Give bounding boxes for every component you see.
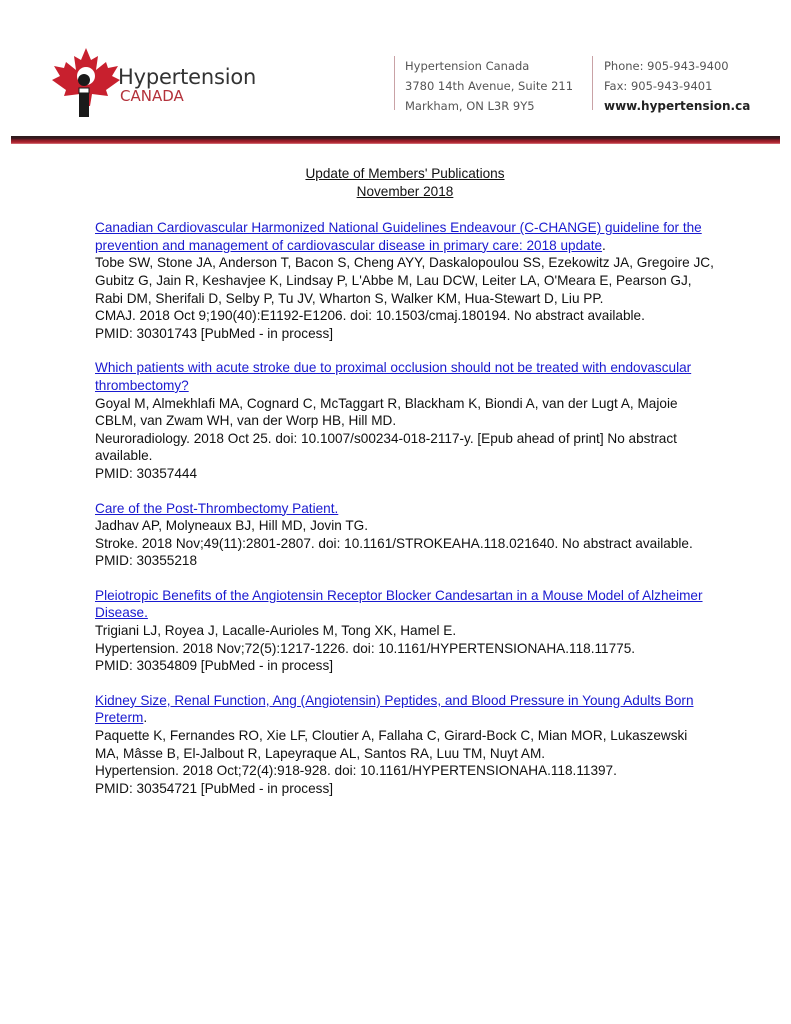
publication-pmid: PMID: 30354721 [PubMed - in process]: [95, 780, 334, 796]
publication-pmid: PMID: 30357444: [95, 465, 198, 481]
publication-citation: Hypertension. 2018 Oct;72(4):918-928. doi: 10.1161/HYPERTENSIONAHA.118.11397.: [95, 763, 617, 779]
address-block: [405, 56, 573, 116]
letterhead: [0, 0, 791, 150]
contact-block: [604, 56, 750, 116]
publication-citation: Neuroradiology. 2018 Oct 25. doi: 10.1007/s00234-018-2117-y. [Epub ahead of print] No abstract available.: [95, 430, 677, 464]
publication-entry: [95, 500, 715, 570]
publication-pmid: PMID: 30355218: [95, 553, 198, 569]
publication-pmid: PMID: 30354809 [PubMed - in process]: [95, 658, 334, 674]
title-tail: .: [143, 710, 148, 726]
publication-authors: Jadhav AP, Molyneaux BJ, Hill MD, Jovin TG.: [95, 518, 368, 534]
address-line-1: Hypertension Canada: [405, 59, 530, 73]
phone: Phone: 905-943-9400: [604, 59, 729, 73]
publication-citation: CMAJ. 2018 Oct 9;190(40):E1192-E1206. doi: 10.1503/cmaj.180194. No abstract available.: [95, 308, 645, 324]
divider: [592, 56, 593, 110]
fax: Fax: 905-943-9401: [604, 79, 713, 93]
publication-title-link[interactable]: Which patients with acute stroke due to proximal occlusion should not be treated with endovascular thrombectomy?: [95, 360, 692, 393]
website-link[interactable]: www.hypertension.ca: [604, 99, 751, 113]
publication-authors: Trigiani LJ, Royea J, Lacalle-Aurioles M, Tong XK, Hamel E.: [95, 623, 457, 639]
publication-title-link[interactable]: Pleiotropic Benefits of the Angiotensin Receptor Blocker Candesartan in a Mouse Model of Alzheimer Disease.: [95, 587, 703, 621]
brand-wordmark: [118, 66, 256, 104]
publication-pmid: PMID: 30301743 [PubMed - in process]: [95, 325, 334, 341]
publication-title-link[interactable]: Care of the Post-Thrombectomy Patient.: [95, 500, 339, 516]
publication-entry: [95, 359, 715, 482]
document-body: [95, 165, 715, 797]
address-line-3: Markham, ON L3R 9Y5: [405, 99, 535, 113]
publication-entry: [95, 219, 715, 342]
brand-name: Hypertension: [118, 65, 257, 89]
maple-leaf-i-logo-icon: [46, 46, 126, 118]
publication-authors: Goyal M, Almekhlafi MA, Cognard C, McTaggart R, Blackham K, Biondi A, van der Lugt A, Majoie CBLM, van Zwam WH, van der Worp HB, Hill MD.: [95, 395, 678, 429]
address-line-2: 3780 14th Avenue, Suite 211: [405, 79, 574, 93]
document-title: Update of Members' Publications: [305, 166, 505, 181]
publication-authors: Paquette K, Fernandes RO, Xie LF, Cloutier A, Fallaha C, Girard-Bock C, Mian MOR, Lukaszewski MA, Mâsse B, El-Jalbout R, Lapeyraque AL, Santos RA, Luu TM, Nuyt AM.: [95, 728, 688, 761]
header-rule: [11, 136, 780, 144]
publication-citation: Hypertension. 2018 Nov;72(5):1217-1226. doi: 10.1161/HYPERTENSIONAHA.118.11775.: [95, 640, 636, 656]
document-subtitle: November 2018: [356, 183, 454, 199]
publication-authors: Tobe SW, Stone JA, Anderson T, Bacon S, Cheng AYY, Daskalopoulou SS, Ezekowitz JA, Gregoire JC, Gubitz G, Jain R, Keshavjee K, Lindsay P, L'Abbe M, Lau DCW, Leiter LA, O'Meara E, Pearson GJ, Rabi DM, Sherifali D, Selby P, Tu JV, Wharton S, Walker KM, Hua-Stewart D, Liu PP.: [95, 255, 714, 306]
publication-entry: [95, 587, 715, 675]
publication-title-link[interactable]: Kidney Size, Renal Function, Ang (Angiotensin) Peptides, and Blood Pressure in Young Adults Born Preterm: [95, 692, 694, 726]
title-tail: .: [602, 237, 606, 253]
publication-title-link[interactable]: Canadian Cardiovascular Harmonized National Guidelines Endeavour (C-CHANGE) guideline for the prevention and management of cardiovascular disease in primary care: 2018 update: [95, 220, 702, 253]
brand-sub: CANADA: [120, 87, 184, 105]
publication-entry: [95, 692, 715, 798]
divider: [394, 56, 395, 110]
publication-citation: Stroke. 2018 Nov;49(11):2801-2807. doi: 10.1161/STROKEAHA.118.021640. No abstract available.: [95, 535, 693, 551]
